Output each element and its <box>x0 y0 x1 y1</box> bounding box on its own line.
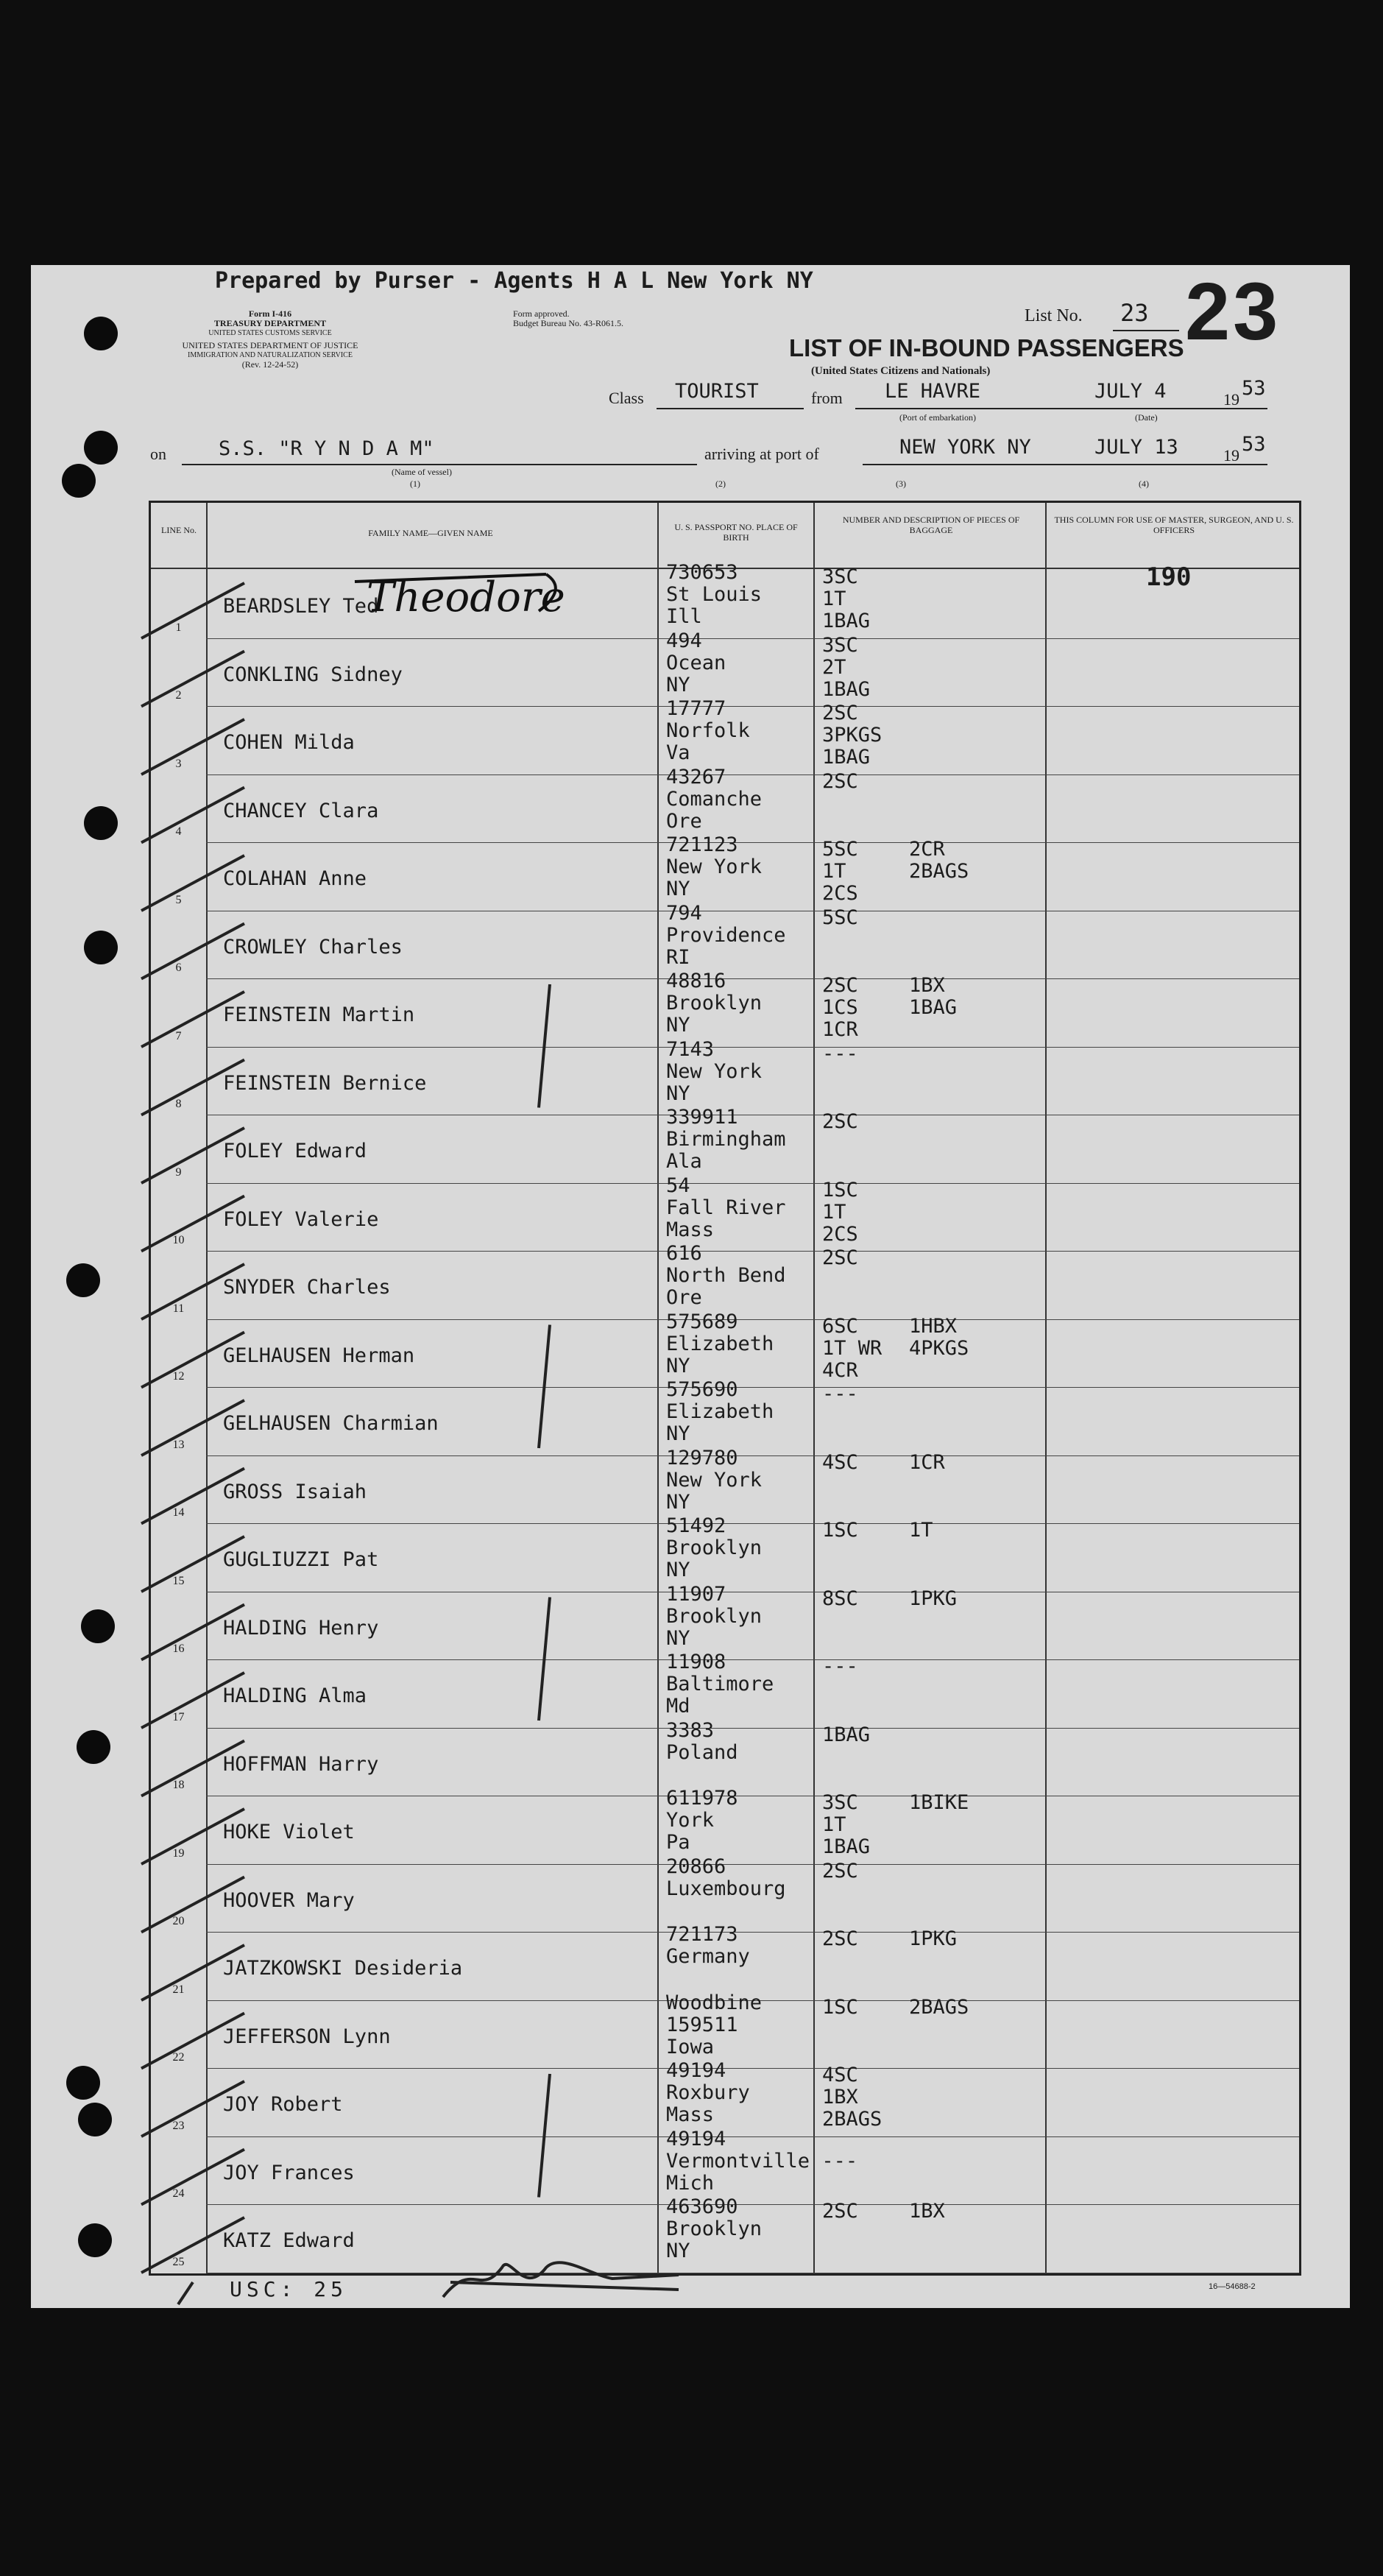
line-number: 24 <box>172 2187 185 2200</box>
birthplace-line-2: Ala <box>666 1150 702 1173</box>
arrival-port: NEW YORK NY <box>899 436 1031 459</box>
customs-label: UNITED STATES CUSTOMS SERVICE <box>208 329 332 337</box>
tally-mark <box>141 1400 244 1455</box>
stamped-page-number: 23 <box>1185 267 1281 357</box>
family-bracket-marks <box>539 984 550 2198</box>
baggage-item: 1T <box>822 860 846 883</box>
birthplace-line-1: New York <box>666 1468 763 1492</box>
passenger-name: FEINSTEIN Martin <box>223 1003 415 1026</box>
passport-number: 575689 <box>666 1310 738 1333</box>
baggage-item: 1SC <box>822 1995 858 2019</box>
passenger-name: CHANCEY Clara <box>223 799 379 822</box>
baggage-item: 1BAG <box>822 1835 871 1858</box>
tally-mark <box>141 1945 244 2000</box>
birthplace-line-1: Comanche <box>666 787 763 811</box>
line-number: 21 <box>172 1983 185 1996</box>
baggage-item: 1T <box>822 1813 846 1836</box>
passport-number: 54 <box>666 1174 690 1197</box>
birthplace-line-2: Mich <box>666 2171 715 2195</box>
passenger-name: FEINSTEIN Bernice <box>223 1071 427 1095</box>
passenger-name: GELHAUSEN Herman <box>223 1344 415 1367</box>
line-number: 3 <box>175 757 182 770</box>
passenger-name: HALDING Henry <box>223 1616 379 1640</box>
tally-mark <box>141 1264 244 1319</box>
header-passport: U. S. PASSPORT NO. PLACE OF BIRTH <box>674 522 798 543</box>
birthplace-line-2: Iowa <box>666 2035 715 2058</box>
family-bracket <box>539 1598 550 1721</box>
tally-mark <box>141 652 244 707</box>
birthplace-line-2: Pa <box>666 1831 690 1854</box>
birthplace-line-2: NY <box>666 1014 690 1037</box>
line-number: 17 <box>172 1710 185 1723</box>
birthplace-line-1: Ocean <box>666 651 726 674</box>
family-bracket <box>539 984 550 1108</box>
tally-marks <box>141 583 244 2273</box>
passport-number: 721173 <box>666 1923 738 1946</box>
tally-mark <box>141 1809 244 1864</box>
birthplace-line-2: NY <box>666 1354 690 1377</box>
from-label: from <box>811 389 843 407</box>
birthplace-line-1: Roxbury <box>666 2081 750 2104</box>
passport-number: 575690 <box>666 1378 738 1401</box>
budget-bureau: Budget Bureau No. 43-R061.5. <box>513 318 623 328</box>
line-number: 9 <box>175 1165 182 1179</box>
birthplace-line-1: Norfolk <box>666 719 750 742</box>
baggage-item: 3SC <box>822 1791 858 1814</box>
birthplace-line-2: Mass <box>666 1218 715 1241</box>
passport-number: 494 <box>666 629 702 652</box>
baggage-item: 1BAG <box>822 746 871 769</box>
form-number: Form I-416 <box>248 308 292 319</box>
baggage-item: 1CR <box>822 1018 858 1041</box>
birthplace-line-1: York <box>666 1809 715 1832</box>
passport-number: 11908 <box>666 1651 726 1673</box>
column-number-3: (3) <box>896 479 906 489</box>
line-number: 18 <box>172 1779 185 1791</box>
birthplace-line-2: Ore <box>666 1286 702 1309</box>
line-number: 5 <box>175 893 182 906</box>
family-bracket <box>539 2074 550 2198</box>
vessel-name: S.S. "R Y N D A M" <box>219 437 434 460</box>
baggage-item: --- <box>822 1042 858 1065</box>
baggage-item: 1BX <box>909 974 945 997</box>
baggage-item: 4CR <box>822 1358 858 1382</box>
document-title: LIST OF IN-BOUND PASSENGERS <box>789 334 1184 361</box>
passenger-name: HOFFMAN Harry <box>223 1752 379 1776</box>
line-number: 6 <box>175 961 182 974</box>
passport-number: 616 <box>666 1242 702 1265</box>
baggage-item: 2SC <box>822 1859 858 1882</box>
birthplace-line-2: Mass <box>666 2103 715 2126</box>
officer-note: 190 <box>1146 562 1192 592</box>
baggage-item: 1HBX <box>909 1314 958 1338</box>
arrival-date: JULY 13 <box>1094 436 1178 459</box>
passport-number: 49194 <box>666 2127 726 2150</box>
passenger-name: FOLEY Edward <box>223 1140 367 1162</box>
baggage-item: 4SC <box>822 2064 858 2086</box>
passenger-name: FOLEY Valerie <box>223 1207 379 1231</box>
embarkation-year: 53 <box>1242 377 1266 400</box>
baggage-item: 1BAG <box>822 677 871 701</box>
birthplace-line-2: NY <box>666 2240 690 2262</box>
date-caption: (Date) <box>1135 412 1158 423</box>
birthplace-line-2: NY <box>666 878 690 900</box>
baggage-item: 2SC <box>822 702 858 724</box>
birthplace-line-1: St Louis <box>666 583 763 606</box>
signature-scrawl <box>178 2262 679 2304</box>
birthplace-line-1: Brooklyn <box>666 992 763 1014</box>
baggage-item: 5SC <box>822 838 858 861</box>
passenger-name: SNYDER Charles <box>223 1276 391 1299</box>
birthplace-line-2: RI <box>666 945 690 969</box>
on-label: on <box>150 445 166 463</box>
baggage-item: 4PKGS <box>909 1336 969 1360</box>
birthplace-line-1: Baltimore <box>666 1673 774 1695</box>
line-number: 15 <box>172 1574 185 1587</box>
tally-mark <box>141 1741 244 1796</box>
baggage-item: 1SC <box>822 1519 858 1542</box>
baggage-item: 3SC <box>822 565 858 588</box>
arriving-label: arriving at port of <box>704 445 819 463</box>
embarkation-date: JULY 4 <box>1094 380 1167 403</box>
passport-number: 721123 <box>666 833 738 856</box>
line-number: 19 <box>172 1846 185 1860</box>
baggage-item: 2CS <box>822 1222 858 1246</box>
class-label: Class <box>609 389 644 407</box>
passport-number: 730653 <box>666 561 738 584</box>
passport-number: 3383 <box>666 1718 715 1742</box>
passenger-name: CROWLEY Charles <box>223 935 403 959</box>
passenger-name: JEFFERSON Lynn <box>223 2025 391 2048</box>
treasury-label: TREASURY DEPARTMENT <box>213 318 327 328</box>
passenger-name: HOKE Violet <box>223 1821 355 1843</box>
list-number-label: List No. <box>1025 306 1083 325</box>
baggage-item: 1BAG <box>909 996 958 1019</box>
birthplace-line-2: NY <box>666 1422 690 1445</box>
passenger-name: CONKLING Sidney <box>223 663 403 686</box>
baggage-item: 2BAGS <box>909 1995 969 2019</box>
immigration-label: IMMIGRATION AND NATURALIZATION SERVICE <box>188 351 353 359</box>
tally-mark <box>141 1605 244 1660</box>
birthplace-line-1: Brooklyn <box>666 1604 763 1628</box>
birthplace-line-2: Md <box>666 1695 690 1718</box>
birthplace-line-1: Providence <box>666 923 786 947</box>
baggage-item: 1PKG <box>909 1927 958 1950</box>
birthplace-line-2: Luxembourg <box>666 1877 786 1900</box>
passenger-name: JOY Frances <box>223 2161 355 2184</box>
passport-number: 51492 <box>666 1514 726 1537</box>
line-number: 11 <box>172 1302 185 1315</box>
baggage-item: 2SC <box>822 974 858 997</box>
birthplace-line-2: NY <box>666 1559 690 1581</box>
manifest-page <box>31 265 1350 2308</box>
birthplace-line-2: Ore <box>666 809 702 833</box>
baggage-item: 2CS <box>822 882 858 905</box>
birthplace-line-2: NY <box>666 1081 690 1105</box>
passport-number: 43267 <box>666 765 726 788</box>
column-number-4: (4) <box>1139 479 1149 489</box>
baggage-item: 2BAGS <box>909 860 969 883</box>
tally-mark <box>141 719 244 774</box>
handwritten-marks <box>31 265 1350 2308</box>
birthplace-line-2: NY <box>666 1626 690 1650</box>
passport-number: 20866 <box>666 1855 726 1878</box>
header-line-no: LINE No. <box>161 525 197 535</box>
birthplace-line-1: North Bend <box>666 1264 786 1287</box>
tally-mark <box>141 1060 244 1115</box>
line-number: 22 <box>172 2051 185 2064</box>
passenger-name: GUGLIUZZI Pat <box>223 1548 379 1571</box>
baggage-item: 1SC <box>822 1178 858 1201</box>
list-number-value: 23 <box>1120 299 1149 327</box>
baggage-item: 2SC <box>822 1110 858 1133</box>
embarkation-port: LE HAVRE <box>885 380 981 403</box>
line-number: 4 <box>175 825 182 838</box>
baggage-item: 1CR <box>909 1450 945 1474</box>
passenger-name: GELHAUSEN Charmian <box>223 1412 439 1435</box>
tally-mark <box>141 1877 244 1933</box>
baggage-item: 1PKG <box>909 1587 958 1610</box>
line-number: 14 <box>172 1506 185 1519</box>
birthplace-line-1: Birmingham <box>666 1128 786 1151</box>
tally-mark <box>141 1469 244 1524</box>
passenger-name: JOY Robert <box>223 2093 343 2116</box>
column-number-2: (2) <box>715 479 726 489</box>
line-number: 10 <box>172 1234 185 1246</box>
tally-mark <box>141 1196 244 1252</box>
baggage-item: 6SC <box>822 1314 858 1338</box>
passenger-name: GROSS Isaiah <box>223 1480 367 1503</box>
header-name: FAMILY NAME—GIVEN NAME <box>368 528 493 538</box>
baggage-item: 1CS <box>822 996 858 1019</box>
prepared-by-line: Prepared by Purser - Agents H A L New York NY <box>215 268 813 294</box>
revision-label: (Rev. 12-24-52) <box>241 359 299 370</box>
passport-number: Woodbine <box>666 1991 763 2014</box>
handwritten-correction: Theodore <box>367 574 565 621</box>
baggage-item: 8SC <box>822 1587 858 1610</box>
document-subtitle: (United States Citizens and Nationals) <box>811 365 991 377</box>
baggage-item: 1BAG <box>822 1723 871 1746</box>
class-value: TOURIST <box>675 380 759 403</box>
baggage-item: 1T <box>822 1200 846 1224</box>
baggage-item: 2T <box>822 655 846 679</box>
baggage-item: 3PKGS <box>822 724 882 747</box>
passport-number: 129780 <box>666 1446 738 1469</box>
baggage-item: 2SC <box>822 1246 858 1269</box>
passport-number: 11907 <box>666 1582 726 1606</box>
justice-label: UNITED STATES DEPARTMENT OF JUSTICE <box>182 340 358 350</box>
line-number: 23 <box>172 2119 185 2132</box>
line-number: 2 <box>175 689 182 702</box>
passport-number: 48816 <box>666 970 726 992</box>
port-embarkation-caption: (Port of embarkation) <box>899 412 976 423</box>
tally-mark <box>141 1536 244 1592</box>
line-number: 8 <box>175 1098 182 1110</box>
baggage-item: --- <box>822 1383 858 1405</box>
baggage-item: 2CR <box>909 838 945 861</box>
tally-mark <box>141 1128 244 1183</box>
arrival-year-prefix: 19 <box>1223 446 1239 465</box>
birthplace-line-1: Vermontville --- <box>666 2149 858 2173</box>
tally-mark <box>141 1673 244 1728</box>
birthplace-line-1: New York <box>666 855 763 878</box>
baggage-item: 1BIKE <box>909 1791 969 1814</box>
baggage-item: 2SC <box>822 2200 858 2223</box>
tally-mark <box>141 2081 244 2136</box>
baggage-item: 1T WR <box>822 1336 882 1360</box>
baggage-item: 1BAG <box>822 610 871 632</box>
passenger-name: HALDING Alma <box>223 1684 367 1707</box>
line-number: 13 <box>172 1438 185 1451</box>
tally-mark <box>141 924 244 979</box>
birthplace-line-2: NY <box>666 1490 690 1514</box>
birthplace-line-1: New York <box>666 1059 763 1083</box>
baggage-item: 2BAGS <box>822 2108 882 2131</box>
passport-number: 7143 <box>666 1037 715 1061</box>
birthplace-line-1: Brooklyn <box>666 2217 763 2240</box>
baggage-item: 1BX <box>909 2200 945 2223</box>
baggage-item: 3SC <box>822 633 858 657</box>
passport-number: 339911 <box>666 1106 738 1129</box>
passport-number: 17777 <box>666 697 726 720</box>
birthplace-line-2: Germany <box>666 1945 750 1968</box>
vessel-caption: (Name of vessel) <box>392 467 452 477</box>
baggage-item: 2SC <box>822 1927 858 1950</box>
form-code: 16—54688-2 <box>1209 2282 1256 2291</box>
line-number: 1 <box>175 621 182 634</box>
baggage-item: 1BX <box>822 2086 858 2109</box>
baggage-item: 5SC <box>822 906 858 929</box>
column-number-1: (1) <box>410 479 420 489</box>
birthplace-line-2: NY <box>666 673 690 696</box>
baggage-item: 4SC <box>822 1450 858 1474</box>
baggage-item: 1T <box>822 587 846 610</box>
line-number: 7 <box>175 1029 182 1042</box>
birthplace-line-1: Fall River <box>666 1196 786 1219</box>
birthplace-line-1: Elizabeth <box>666 1332 774 1355</box>
header-baggage: NUMBER AND DESCRIPTION OF PIECES OF BAGGAGE <box>842 515 1020 535</box>
passenger-name: JATZKOWSKI Desideria <box>223 1957 463 1980</box>
passenger-name: HOOVER Mary <box>223 1888 355 1912</box>
baggage-item: 2SC <box>822 769 858 793</box>
family-bracket <box>539 1325 550 1449</box>
birthplace-line-1: Brooklyn <box>666 1536 763 1559</box>
birthplace-line-1: 159511 <box>666 2013 738 2036</box>
birthplace-line-1: Elizabeth <box>666 1400 774 1423</box>
tally-mark <box>141 992 244 1047</box>
passport-number: 49194 <box>666 2059 726 2082</box>
tally-mark <box>141 788 244 843</box>
baggage-item: 1T <box>909 1519 933 1542</box>
passenger-name: KATZ Edward <box>223 2229 355 2252</box>
tally-mark <box>141 2217 244 2273</box>
tally-mark <box>141 2014 244 2069</box>
header-officers: THIS COLUMN FOR USE OF MASTER, SURGEON, AND U. S. OFFICERS <box>1054 515 1294 535</box>
passenger-name: COHEN Milda <box>223 731 355 754</box>
line-number: 12 <box>172 1370 185 1383</box>
birthplace-line-2: Ill <box>666 605 702 628</box>
tally-mark <box>141 2150 244 2205</box>
line-number: 20 <box>172 1915 185 1927</box>
birthplace-line-2: Va <box>666 741 690 764</box>
passenger-name: COLAHAN Anne <box>223 867 367 890</box>
passport-number: 794 <box>666 901 702 925</box>
arrival-year: 53 <box>1242 433 1266 456</box>
year-prefix: 19 <box>1223 390 1239 409</box>
passport-number: 611978 <box>666 1787 738 1810</box>
passenger-name: BEARDSLEY Ted <box>223 595 379 618</box>
tally-mark <box>141 583 244 638</box>
line-number: 25 <box>172 2255 185 2268</box>
line-number: 16 <box>172 1642 185 1655</box>
passport-number: 463690 <box>666 2195 738 2218</box>
tally-mark <box>141 1333 244 1388</box>
birthplace-line-2: Poland <box>666 1740 738 1764</box>
form-approved: Form approved. <box>513 308 570 319</box>
baggage-item: --- <box>822 1655 858 1678</box>
tally-mark <box>141 855 244 911</box>
usc-count: USC: 25 <box>230 2277 348 2301</box>
